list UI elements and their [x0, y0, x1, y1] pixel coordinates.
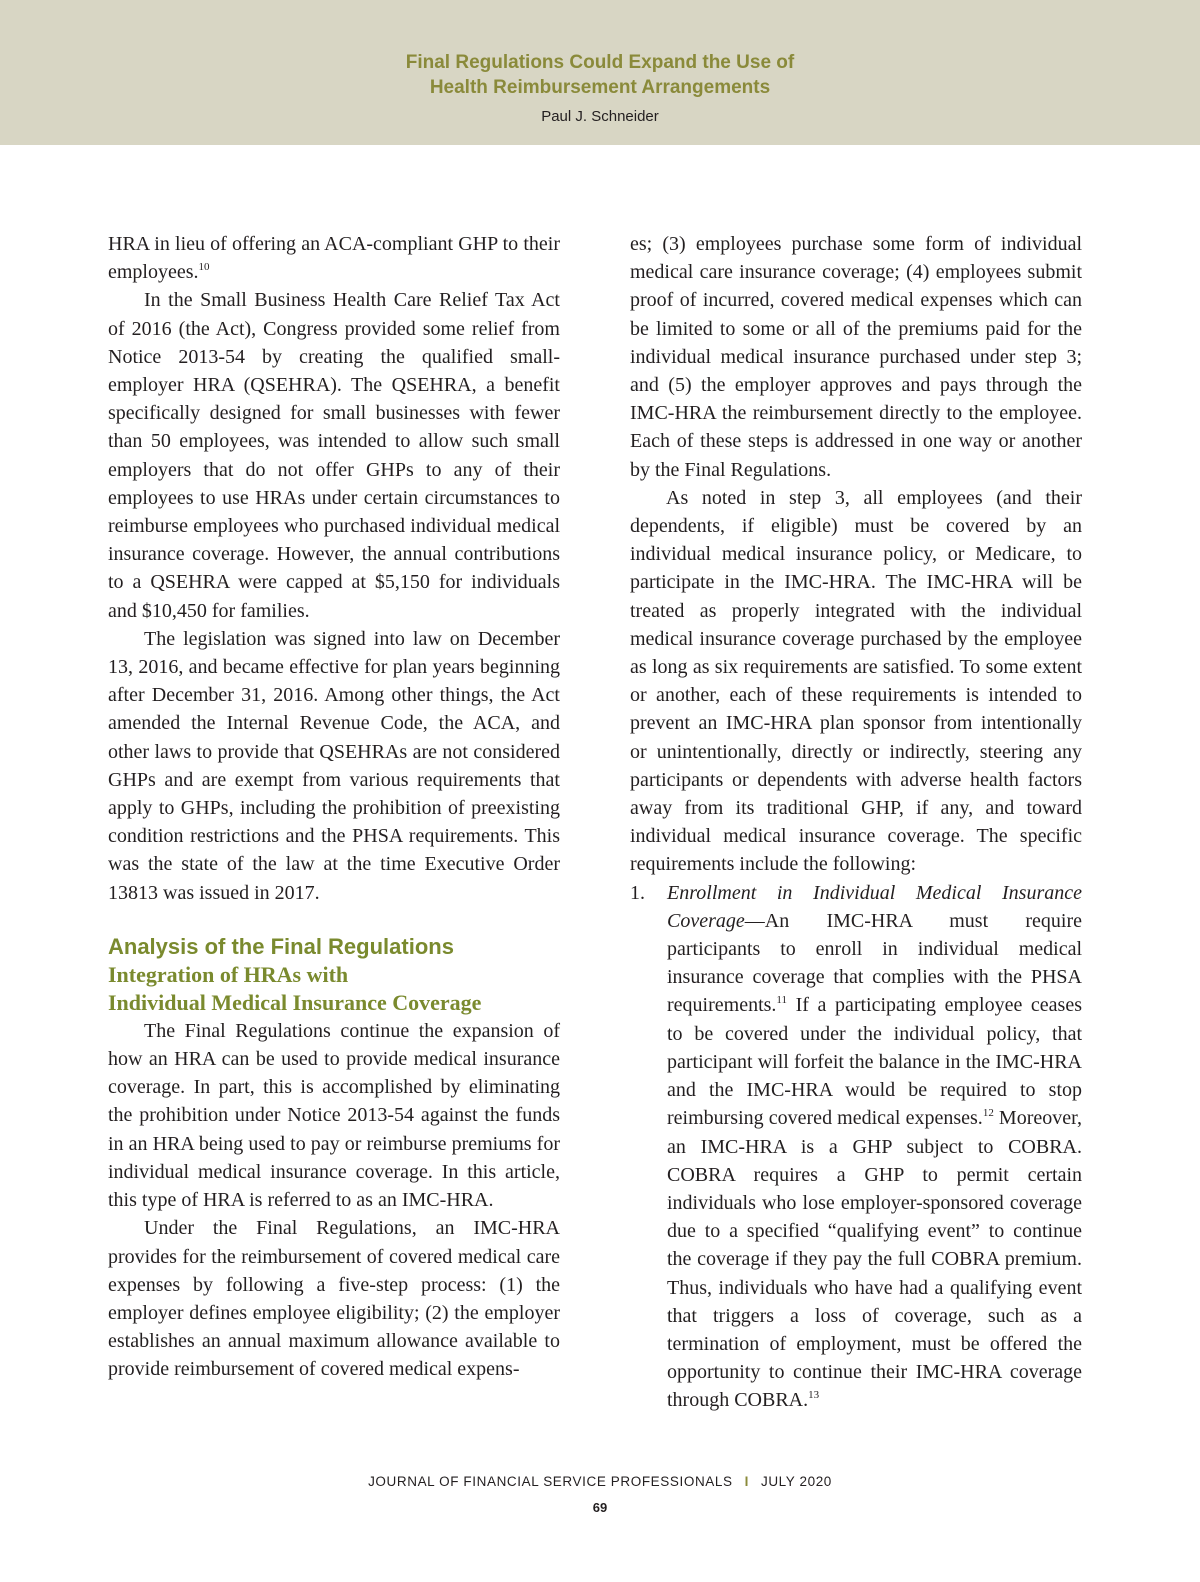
list-item-title: Enrollment in Individual Medical Insurance Coverage: [667, 881, 1082, 932]
list-number: 1.: [630, 881, 645, 904]
subsection-heading-line2: Individual Medical Insurance Coverage: [108, 989, 482, 1015]
paragraph: In the Small Business Health Care Relief Tax Act of 2016 (the Act), Congress provided some relief from Notice 2013-54 by creating the qualified small-employer HRA (QSEHRA). The QSEHRA, a benefit specifically designed for small businesses with fewer than 50 employees, was intended to allow such small employers that do not offer GHPs to any of their employees to use HRAs under certain circumstances to reimburse employees who purchased individual medical insurance coverage. However, the annual contributions to a QSEHRA were capped at $5,150 for individuals and $10,450 for families.: [108, 289, 560, 622]
running-footer: [0, 1474, 1200, 1489]
section-heading: Analysis of the Final Regulations: [108, 933, 454, 959]
footnote-ref: 13: [808, 1389, 820, 1402]
header-band: [0, 0, 1200, 145]
list-item-text: Moreover, an IMC-HRA is a GHP subject to COBRA. COBRA requires a GHP to permit certain individuals who lose employer-sponsored coverage due to a specified “qualifying event” to continue the coverage if they pay the full COBRA premium. Thus, individuals who have had a qualifying event that triggers a loss of coverage, such as a termination of employment, must be offered the opportunity to continue their IMC-HRA coverage through COBRA.: [667, 1107, 1082, 1412]
subsection-heading: [108, 961, 560, 1017]
footnote-ref: 10: [198, 261, 210, 274]
article-title: [0, 50, 1200, 100]
footnote-ref: 11: [776, 994, 787, 1007]
paragraph: es; (3) employees purchase some form of individual medical care insurance coverage; (4) employees submit proof of incurred, covered medical expenses which can be limited to some or all of the premiums paid for the individual medical insurance purchased under step 3; and (5) the employer approves and pays through the IMC-HRA the reimbursement directly to the employee. Each of these steps is addressed in one way or another by the Final Regulations.: [630, 233, 1082, 481]
footnote-ref: 12: [982, 1107, 994, 1120]
issue-date: JULY 2020: [760, 1474, 832, 1489]
footer-separator: I: [744, 1474, 749, 1489]
subsection-heading-line1: Integration of HRAs with: [108, 961, 349, 987]
list-item-text: If a participating employee ceases to be covered under the individual policy, that participant will forfeit the balance in the IMC-HRA and the IMC-HRA would be required to stop reimbursing covered medical expenses.: [667, 994, 1082, 1130]
paragraph-text: HRA in lieu of offering an ACA-compliant GHP to their employees.: [108, 233, 560, 284]
paragraph: As noted in step 3, all employees (and their dependents, if eligible) must be covered by an individual medical insurance policy, or Medicare, to participate in the IMC-HRA. The IMC-HRA will be treated as properly integrated with the individual medical insurance coverage purchased by the employee as long as six requirements are satisfied. To some extent or another, each of these requirements is intended to prevent an IMC-HRA plan sponsor from intentionally or unintentionally, directly or indirectly, steering any participants or dependents with adverse health factors away from its traditional GHP, if any, and toward individual medical insurance coverage. The specific requirements include the following:: [630, 486, 1082, 876]
list-item: [630, 879, 1082, 1415]
page-number: 69: [592, 1500, 608, 1515]
article-title-line2: Health Reimbursement Arrangements: [429, 77, 771, 98]
paragraph: Under the Final Regulations, an IMC-HRA provides for the reimbursement of covered medical care expenses by following a five-step process: (1) the employer defines employee eligibility; (2) the employer establishes an annual maximum allowance available to provide reimbursement of covered medical expens-: [108, 1217, 560, 1381]
right-column: [630, 230, 1082, 1415]
paragraph: [108, 230, 560, 286]
list-item-text: —An IMC-HRA must require participants to enroll in individual medical insurance coverage that complies with the PHSA requirements.: [667, 909, 1082, 1017]
article-title-line1: Final Regulations Could Expand the Use of: [405, 52, 795, 73]
left-column: [108, 230, 560, 1384]
paragraph: The Final Regulations continue the expansion of how an HRA can be used to provide medical insurance coverage. In part, this is accomplished by eliminating the prohibition under Notice 2013-54 against the funds in an HRA being used to pay or reimburse premiums for individual medical insurance coverage. In this article, this type of HRA is referred to as an IMC-HRA.: [108, 1019, 560, 1212]
article-author: Paul J. Schneider: [541, 108, 659, 125]
journal-name: JOURNAL OF FINANCIAL SERVICE PROFESSIONALS: [368, 1474, 733, 1489]
paragraph: The legislation was signed into law on December 13, 2016, and became effective for plan years beginning after December 31, 2016. Among other things, the Act amended the Internal Revenue Code, the ACA, and other laws to provide that QSEHRAs are not considered GHPs and are exempt from various requirements that apply to GHPs, including the prohibition of preexisting condition restrictions and the PHSA requirements. This was the state of the law at the time Executive Order 13813 was issued in 2017.: [108, 627, 560, 904]
